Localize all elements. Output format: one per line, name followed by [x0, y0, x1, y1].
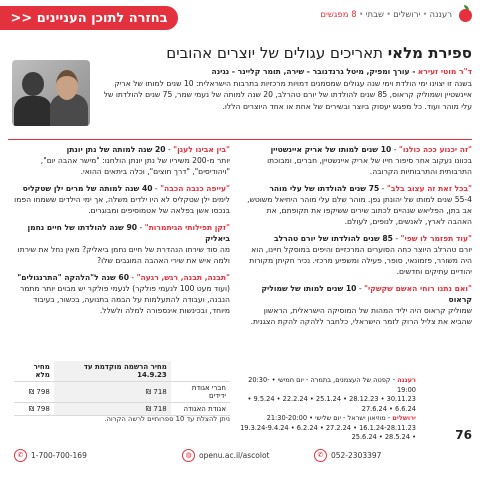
globe-icon: ◍ [182, 449, 195, 462]
breadcrumb-item: שבתי [365, 10, 385, 20]
session-entry: "עוד תפזמר לו שפי" - 85 שנים להולדתו של יורם טהרלב יורם טהרלב היוצר כחה הסוערים המרכזיים והיפים במוסקל חיינו, הוא היה משורר, פזמונאי, סופר, פעילה ומשפיע מרכזי. נכיר חקיתן מקורות יהודיים עתיקים וחדשים. [249, 234, 472, 276]
intro-text [100, 66, 472, 112]
price-table [14, 361, 230, 416]
session-body: יותר מ-200 משיריו של נתן יונתן הולחנו: "מישר אהבה יום", "ויהודיסים", "דרך חוצים", וכלה ביתאים ההואי. [40, 156, 230, 176]
website-link[interactable] [182, 449, 269, 462]
right-column [244, 144, 472, 333]
session-entry: "ואם נתנו רוחי האשם שקשקי" - 10 שנים למותו של שמוליק קראוס שמוליק קראוס היה יליד המהות של המוסיקה הישראלית, הראשון שהביא את צליל הרוק לזמר הישראלי, כלחבר ללהקה להקת הצגנית. [250, 284, 472, 326]
intro-body: בשנה זו יצוינו ימי הולדת וימי שנה עגולים שמסמנים דמויות מרכזיות בתרבות הישראלית: 10 שנים למותו של אריק איינשטיין ושמוליק קראוס, 85 שנים להולדתו של יורם טהרלב, 20 שנה למותה של נעמי שמר, 75 שנים להולדתו של עלי מוהר ועוד. כל מפגש יעסוק ביוצר ובשירים של אחת או אחד היוצרים הללו. [103, 78, 472, 111]
whatsapp-link[interactable] [314, 449, 381, 462]
location-time: • 21:30-20:00 [266, 414, 314, 422]
back-link-label: בחזרה לתוכן העניינים << [10, 10, 168, 26]
session-body: יורם טהרלב היוצר כחה הסוערים המרכזיים והיפים במוסקל חיינו, הוא היה משורר, פזמונאי, סופר, פעילה ומשפיע מרכזי. נכיר חקיתן מקורות יהודיים עתיקים וחדשים. [249, 245, 472, 276]
location-time: • 20:30-19:00 [248, 376, 416, 394]
phone-number: 052-2303397 [331, 451, 382, 460]
session-title: "עייפה כנבה הכבה" [160, 184, 230, 193]
session-title: "תבנה, תבנה, רגש, רגעה" [136, 273, 230, 282]
session-entry: "עייפה כנבה הכבה" - 40 שנה למותה של מרים ילן שטקליס לימים ילן שטקליס לא היו ילדים משלה, אך ימי הילדים ששמחו הפמו בנכסו אשן בפלאה של אטמוסיפים ומבוגרים. [14, 184, 230, 215]
page-number: 76 [455, 428, 472, 442]
session-body: לימים ילן שטקליס לא היו ילדים משלה, אך ימי הילדים ששמחו הפמו בנכסו אשן בפלאה של אטמוסיפים ומבוגרים. [14, 195, 230, 215]
apple-icon [459, 9, 472, 22]
title-rest: תאריכים עגולים של יוצרים אהובים [166, 44, 383, 62]
lecturers-rest: - עורך ומפיק, מיטל גרנדנובר - שירה, תומר קליינר - נגינה [211, 67, 416, 76]
breadcrumb-item: רעננה [429, 10, 452, 20]
location-day: - יום חמישי [277, 376, 309, 384]
session-entry: "תבנה, תבנה, רגש, רגעה" - 60 שנה ל"הלהקה "התרנגולים" (ועוד מעט 100 לנעמי פולקר) לנעמי פולקר יש מבוים יותר מתמר הנבנה, ועבודה להתעלמות על הבמה בתנועה, בכשור, בעיבוד מיוחד, ובכינשות אינספורה למלה ולשלל. [17, 273, 230, 315]
session-body: 55-4 שנים למותו של יהונתן גפן. מוהר שלם עלי מוהר היחיאל משוטש, אב בתן, הפליאש שנהיים לכתוב שירים ששיקפו את תקופתם, את האהבה לארץ, לאנשים, לנופים, לעולם. [247, 195, 472, 226]
price-early: 718 ₪ [54, 382, 171, 403]
session-body: שמוליק קראוס היה יליד המהות של המוסיקה הישראלית, הראשון שהביא את צליל הרוק לזמר הישראלי, כלחבר ללהקה להקת הצגנית. [250, 306, 472, 326]
location-day: - יום שלישי [315, 414, 346, 422]
session-entry: "זה יכנוע ככה כולנו" - 10 שנים למותו של אריק איינשטיין בכוונו נעקוב אחר סיפור חייו של אריק איינשטיין, חברים, ומבוכתו התרבותית והתרבותיות הקרובה. [267, 145, 472, 176]
session-lead: 10 שנים למותו של שמוליק קראוס [261, 284, 472, 304]
location-label: ירושלים [392, 414, 416, 422]
lecturer-name: ד"ר מוטי זעירא [417, 67, 472, 76]
session-entry: "זקן תפילותי הגיתמרות" - 90 שנה להולדתו של חיים נחמן ביאליק מה סוד שירתו הנהדרת של חיים נחמן ביאליק? מאין נחל את שירתו ולמה איש את שירי האהבה המוגבים שלו? [17, 223, 230, 265]
back-to-contents-link[interactable] [0, 6, 178, 30]
session-lead: 60 שנה ל"הלהקה "התרנגולים" [17, 273, 129, 282]
price-early: 718 ₪ [54, 403, 171, 416]
price-header [171, 361, 230, 382]
location-dates: 30.11.23 • 28.12.23 • 25.1.24 • 22.2.24 • 9.5.24 • 6.6.24 • 27.6.24 [247, 395, 416, 413]
breadcrumb-item: ירושלים [393, 10, 421, 20]
top-bar [0, 0, 480, 40]
price-header: מחיר הרשמה מוקדמת עד 14.9.23 [54, 361, 171, 382]
left-column [14, 144, 230, 322]
location-dates: 16.1.24-28.11.23 • 27.2.24 • 6.2.24 • 19.3.24-9.4.24 • 28.5.24 • 25.6.24 [240, 423, 416, 441]
session-lead: 75 שנים להולדתו של עלי מוהר [269, 184, 380, 193]
location-place: - מוזיאון ישראל [347, 414, 391, 422]
session-title: "זקן תפילותי הגיתמרות" [144, 223, 230, 232]
dates-block [240, 376, 416, 443]
lecturers-photo [12, 60, 90, 126]
session-body: (ועוד מעט 100 לנעמי פולקר) לנעמי פולקר יש מבוים יותר מתמר הנבנה, ועבודה להתעלמות על הבמה בתנועה, בכשור, בעיבוד מיוחד, ובכינשות אינספורה למלה ולשלל. [19, 284, 230, 315]
session-lead: 20 שנה למותה של נתן יונתן [66, 145, 166, 154]
session-body: מה סוד שירתו הנהדרת של חיים נחמן ביאליק? מאין נחל את שירתו ולמה איש את שירי האהבה המוגבים שלו? [17, 245, 230, 265]
session-lead: 85 שנים להולדתו של יורם טהרלב [273, 234, 393, 243]
divider [8, 139, 472, 140]
title-bold: ספירת מלאי [387, 44, 472, 62]
sessions-count: 8 מפגשים [320, 10, 357, 20]
price-label: חברי אגודת ידידים [171, 382, 230, 403]
session-lead: 40 שנה למותה של מרים ילן שטקליס [22, 184, 153, 193]
session-title: "ואם נתנו רוחי האשם שקשקי" [364, 284, 472, 293]
footer [14, 446, 466, 462]
session-entry: "בכל זאת זה עצוב בלב" - 75 שנים להולדתו של עלי מוהר 55-4 שנים למותו של יהונתן גפן. מוהר שלם עלי מוהר היחיאל משוטש, אב בתן, הפליאש שנהיים לכתוב שירים ששיקפו את תקופתם, את האהבה לארץ, לאנשים, לנופים, לעולם. [247, 184, 472, 226]
session-title: "בכל זאת זה עצוב בלב" [386, 184, 472, 193]
session-lead: 10 שנים למותו של אריק איינשטיין [270, 145, 392, 154]
table-row [14, 382, 230, 403]
website-url: openu.ac.il/ascolot [199, 451, 270, 460]
page-title [166, 44, 472, 62]
price-full: 798 ₪ [14, 382, 54, 403]
phone-number: 1-700-700-169 [31, 451, 87, 460]
session-lead: 90 שנה להולדתו של חיים נחמן ביאליק [27, 223, 230, 243]
phone-icon: ✆ [14, 449, 27, 462]
price-note: ניתן להצלת עד 10 ספרותיים לרשה הקרוה. [104, 415, 230, 423]
session-title: "עוד תפזמר לו שפי" [400, 234, 472, 243]
price-header: מחיר מלא [14, 361, 54, 382]
price-full: 798 ₪ [14, 403, 54, 416]
session-title: "זה יכנוע ככה כולנו" [398, 145, 472, 154]
location-place: - קפטה של העצמנים, בתמרה [310, 376, 396, 384]
phone-link[interactable] [14, 449, 87, 462]
breadcrumb: רעננה•ירושלים•שבתי•8 מפגשים [320, 10, 452, 20]
session-title: "בין אבינו לענן" [173, 145, 230, 154]
session-entry: "בין אבינו לענן" - 20 שנה למותה של נתן יונתן יותר מ-200 משיריו של נתן יונתן הולחנו: "מישר אהבה יום", "ויהודיסים", "דרך חוצים", וכלה ביתאים ההואי. [40, 145, 230, 176]
whatsapp-icon: ✆ [314, 449, 327, 462]
table-row [14, 403, 230, 416]
location-label: רעננה [397, 376, 416, 384]
price-label: אגודת האגודה [171, 403, 230, 416]
session-body: בכוונו נעקוב אחר סיפור חייו של אריק איינשטיין, חברים, ומבוכתו התרבותית והתרבותיות הקרובה. [267, 156, 472, 176]
